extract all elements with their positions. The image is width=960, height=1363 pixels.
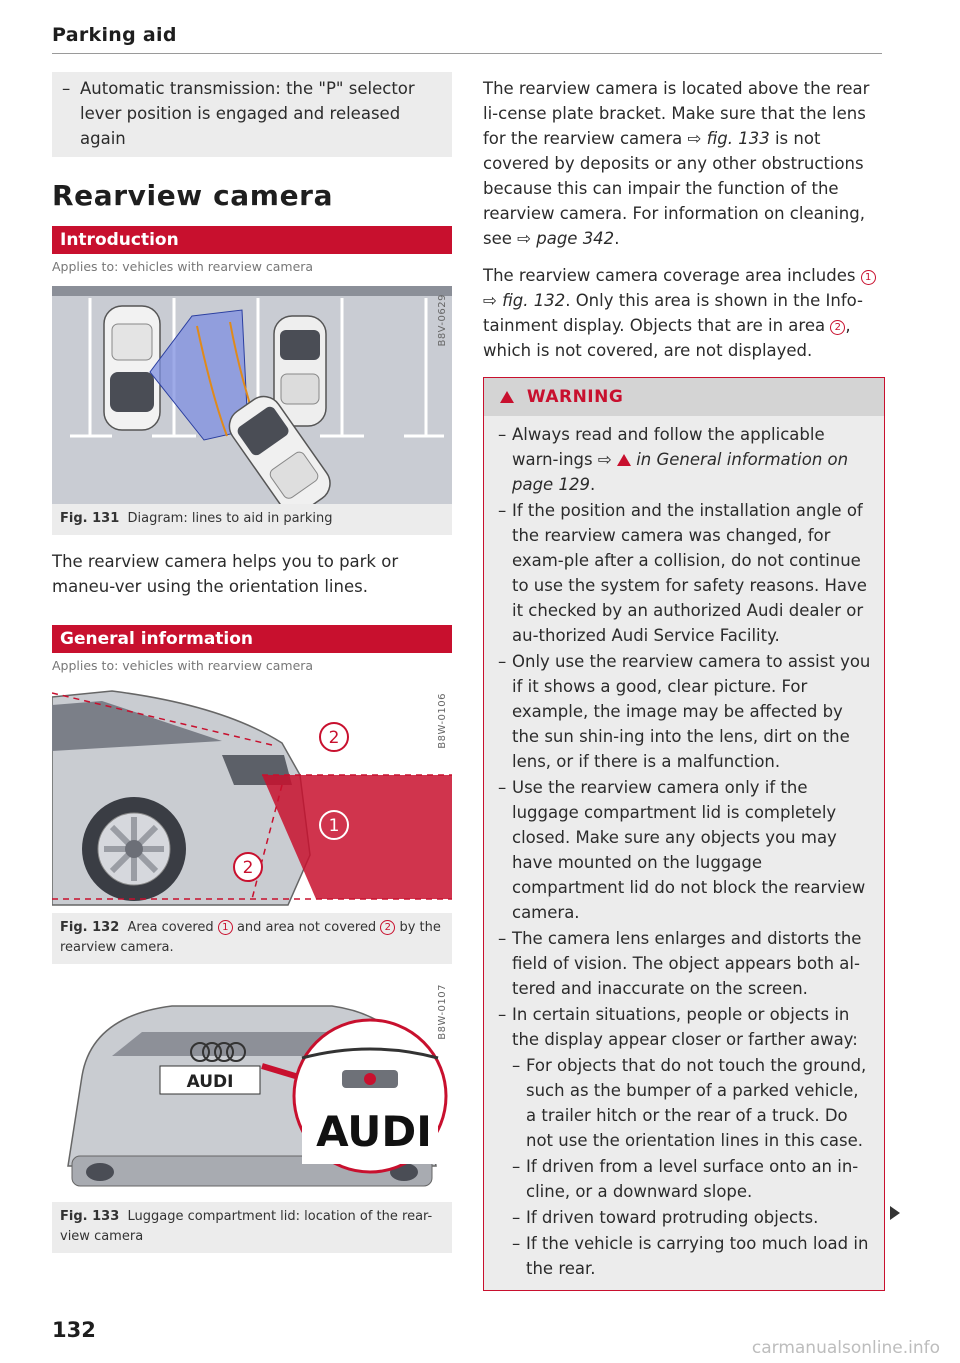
parked-car-left: [104, 306, 160, 430]
continued-step: [52, 72, 452, 157]
para2-text-d: , which is not covered, are not displayed.: [483, 316, 851, 360]
coverage-area-svg: [52, 685, 452, 913]
exhaust-left: [86, 1163, 114, 1181]
fig-132-link[interactable]: fig. 132: [502, 291, 566, 310]
figure-132-caption-c: by the rearview camera.: [60, 920, 441, 955]
header-title: Parking aid: [52, 24, 177, 46]
figure-132-caption-b: and area not covered: [236, 920, 377, 935]
general-heading: General information: [52, 625, 452, 653]
para2-marker-1: 1: [861, 270, 876, 285]
warning-subitem-3-text: If the vehicle is carrying too much load in the rear.: [526, 1234, 869, 1278]
parking-diagram-svg: [52, 286, 452, 504]
warning-item-1-text: If the position and the installation angle of the rearview camera was changed, for exam-ple after a collision, do not continue to use the system for safety reasons. Have it checked by an authorized Audi dealer or au-thorized Audi Service Facility.: [512, 501, 867, 645]
page-header: [52, 24, 882, 54]
figure-131-code: B8V-0629: [437, 294, 448, 347]
luggage-lid-svg: [52, 976, 452, 1202]
warning-item-3-text: Use the rearview camera only if the luggage compartment lid is completely closed. Make sure any objects you may have mounted on the luggage compartment lid do not block the rearview camera.: [512, 778, 866, 922]
warning-body: [484, 416, 884, 1290]
warning-item: – If the position and the installation angle of the rearview camera was changed, for exam-ple after a collision, do not continue to use the system for safety reasons. Have it checked by an authorized Audi dealer or au-thorized Audi Service Facility.: [498, 498, 872, 648]
marker-2-top-label: 2: [328, 728, 340, 748]
figure-133-label: Fig. 133: [60, 1209, 120, 1224]
warning-subitem: – If driven toward protruding objects.: [512, 1205, 872, 1230]
warning-title: WARNING: [526, 387, 624, 407]
warning-item: – The camera lens enlarges and distorts the field of vision. The object appears both al-tered and inaccurate on the screen.: [498, 926, 872, 1001]
camera-lens: [364, 1073, 376, 1085]
figure-133-caption-text: Luggage compartment lid: location of the rear-view camera: [60, 1209, 433, 1244]
warning-item: – Use the rearview camera only if the luggage compartment lid is completely closed. Make sure any objects you may have mounted on the luggage compartment lid do not block the rearview camera.: [498, 775, 872, 925]
figure-131-label: Fig. 131: [60, 511, 120, 526]
figure-131-caption: [52, 504, 452, 535]
page-342-link[interactable]: page 342: [536, 229, 615, 248]
para1-text-c: .: [614, 229, 620, 248]
license-plate-text: AUDI: [186, 1072, 234, 1092]
warning-subitem: – For objects that do not touch the ground, such as the bumper of a parked vehicle, a trailer hitch or the rear of a truck. Do not use the orientation lines in this case.: [512, 1053, 872, 1153]
para2-text-a: The rearview camera coverage area includes: [483, 266, 856, 285]
caption-marker-2: 2: [380, 920, 395, 935]
figure-132-caption-a: Area covered: [127, 920, 214, 935]
para2-marker-2: 2: [830, 320, 845, 335]
figure-131: [52, 286, 452, 535]
zoom-plate-text: AUDI: [316, 1107, 432, 1156]
warning-item: – In certain situations, people or objects in the display appear closer or farther away:: [498, 1002, 872, 1052]
camera-location-paragraph: [483, 76, 885, 251]
para1-text-a: The rearview camera is located above the rear li-cense plate bracket. Make sure that the lens for the rearview camera ⇨: [483, 79, 870, 148]
warning-box: [483, 377, 885, 1291]
section-title: Rearview camera: [52, 179, 334, 212]
introduction-text: The rearview camera helps you to park or maneu-ver using the orientation lines.: [52, 552, 399, 596]
right-column: [483, 76, 885, 1291]
watermark: carmanualsonline.info: [751, 1338, 940, 1358]
para2-arrow: ⇨: [483, 291, 497, 310]
figure-132-code: B8W-0106: [437, 693, 448, 749]
luggage-lid-image: [52, 976, 452, 1202]
warning-item: – Only use the rearview camera to assist you if it shows a good, clear picture. For example, the image may be affected by the sun shin-ing into the lens, dirt on the lens, or if there is a malfunction.: [498, 649, 872, 774]
marker-2-top: [320, 723, 348, 751]
warning-header: [484, 378, 884, 416]
parking-diagram-image: [52, 286, 452, 504]
warning-subitems: [498, 1053, 872, 1281]
figure-132-caption: [52, 913, 452, 964]
figure-131-caption-text: Diagram: lines to aid in parking: [127, 511, 333, 526]
warning-subitem-1-text: If driven from a level surface onto an in-cline, or a downward slope.: [526, 1157, 859, 1201]
warning-item-2-text: Only use the rearview camera to assist you if it shows a good, clear picture. For example, the image may be affected by the sun shin-ing into the lens, dirt on the lens, or if there is a malfunction.: [512, 652, 871, 771]
figure-133: [52, 976, 452, 1253]
para2-text-c: . Only this area is shown in the Info-tainment display. Objects that are in area: [483, 291, 863, 335]
warning-item-0-end: .: [589, 475, 596, 494]
para1-text-b: is not covered by deposits or any other obstructions because this can impair the function of the rearview camera. For information on cleaning, see ⇨: [483, 129, 865, 248]
step-line-1: Automatic transmission: the "P" selector: [80, 79, 415, 98]
general-information-link[interactable]: in General information on page 129: [512, 450, 849, 494]
step-dash: –: [62, 79, 71, 98]
figure-132-label: Fig. 132: [60, 920, 120, 935]
warning-item: – Always read and follow the applicable warn-ings ⇨ in General information on page 129.: [498, 425, 849, 494]
warning-item-0-text: Always read and follow the applicable warn-ings ⇨: [512, 425, 825, 469]
warning-subitem: – If driven from a level surface onto an in-cline, or a downward slope.: [512, 1154, 872, 1204]
marker-2-bottom-label: 2: [242, 858, 254, 878]
figure-132: [52, 685, 452, 964]
introduction-heading: Introduction: [52, 226, 452, 254]
coverage-paragraph: [483, 263, 885, 363]
marker-1-label: 1: [328, 816, 340, 836]
warning-item-4-text: The camera lens enlarges and distorts the field of vision. The object appears both al-tered and inaccurate on the screen.: [512, 929, 862, 998]
warning-ref-triangle-icon: [617, 454, 631, 466]
warning-subitem-0-text: For objects that do not touch the ground, such as the bumper of a parked vehicle, a trailer hitch or the rear of a truck. Do not use the orientation lines in this case.: [526, 1056, 867, 1150]
warning-triangle-icon: [500, 391, 514, 403]
caption-marker-1: 1: [218, 920, 233, 935]
warning-item-5-text: In certain situations, people or objects in the display appear closer or farther away:: [512, 1005, 858, 1049]
figure-133-caption: [52, 1202, 452, 1253]
introduction-applies: Applies to: vehicles with rearview camera: [52, 259, 314, 274]
left-column: [52, 72, 452, 1253]
page-number: 132: [52, 1318, 96, 1342]
warning-subitem: – If the vehicle is carrying too much load in the rear.: [512, 1231, 872, 1281]
continue-arrow-icon: [890, 1206, 900, 1220]
fig-133-link[interactable]: fig. 133: [706, 129, 770, 148]
general-applies: Applies to: vehicles with rearview camera: [52, 658, 314, 673]
warning-subitem-2-text: If driven toward protruding objects.: [526, 1208, 819, 1227]
marker-2-bottom: [234, 853, 262, 881]
figure-133-code: B8W-0107: [437, 984, 448, 1040]
coverage-area-image: [52, 685, 452, 913]
step-line-2: lever position is engaged and released again: [80, 104, 401, 148]
